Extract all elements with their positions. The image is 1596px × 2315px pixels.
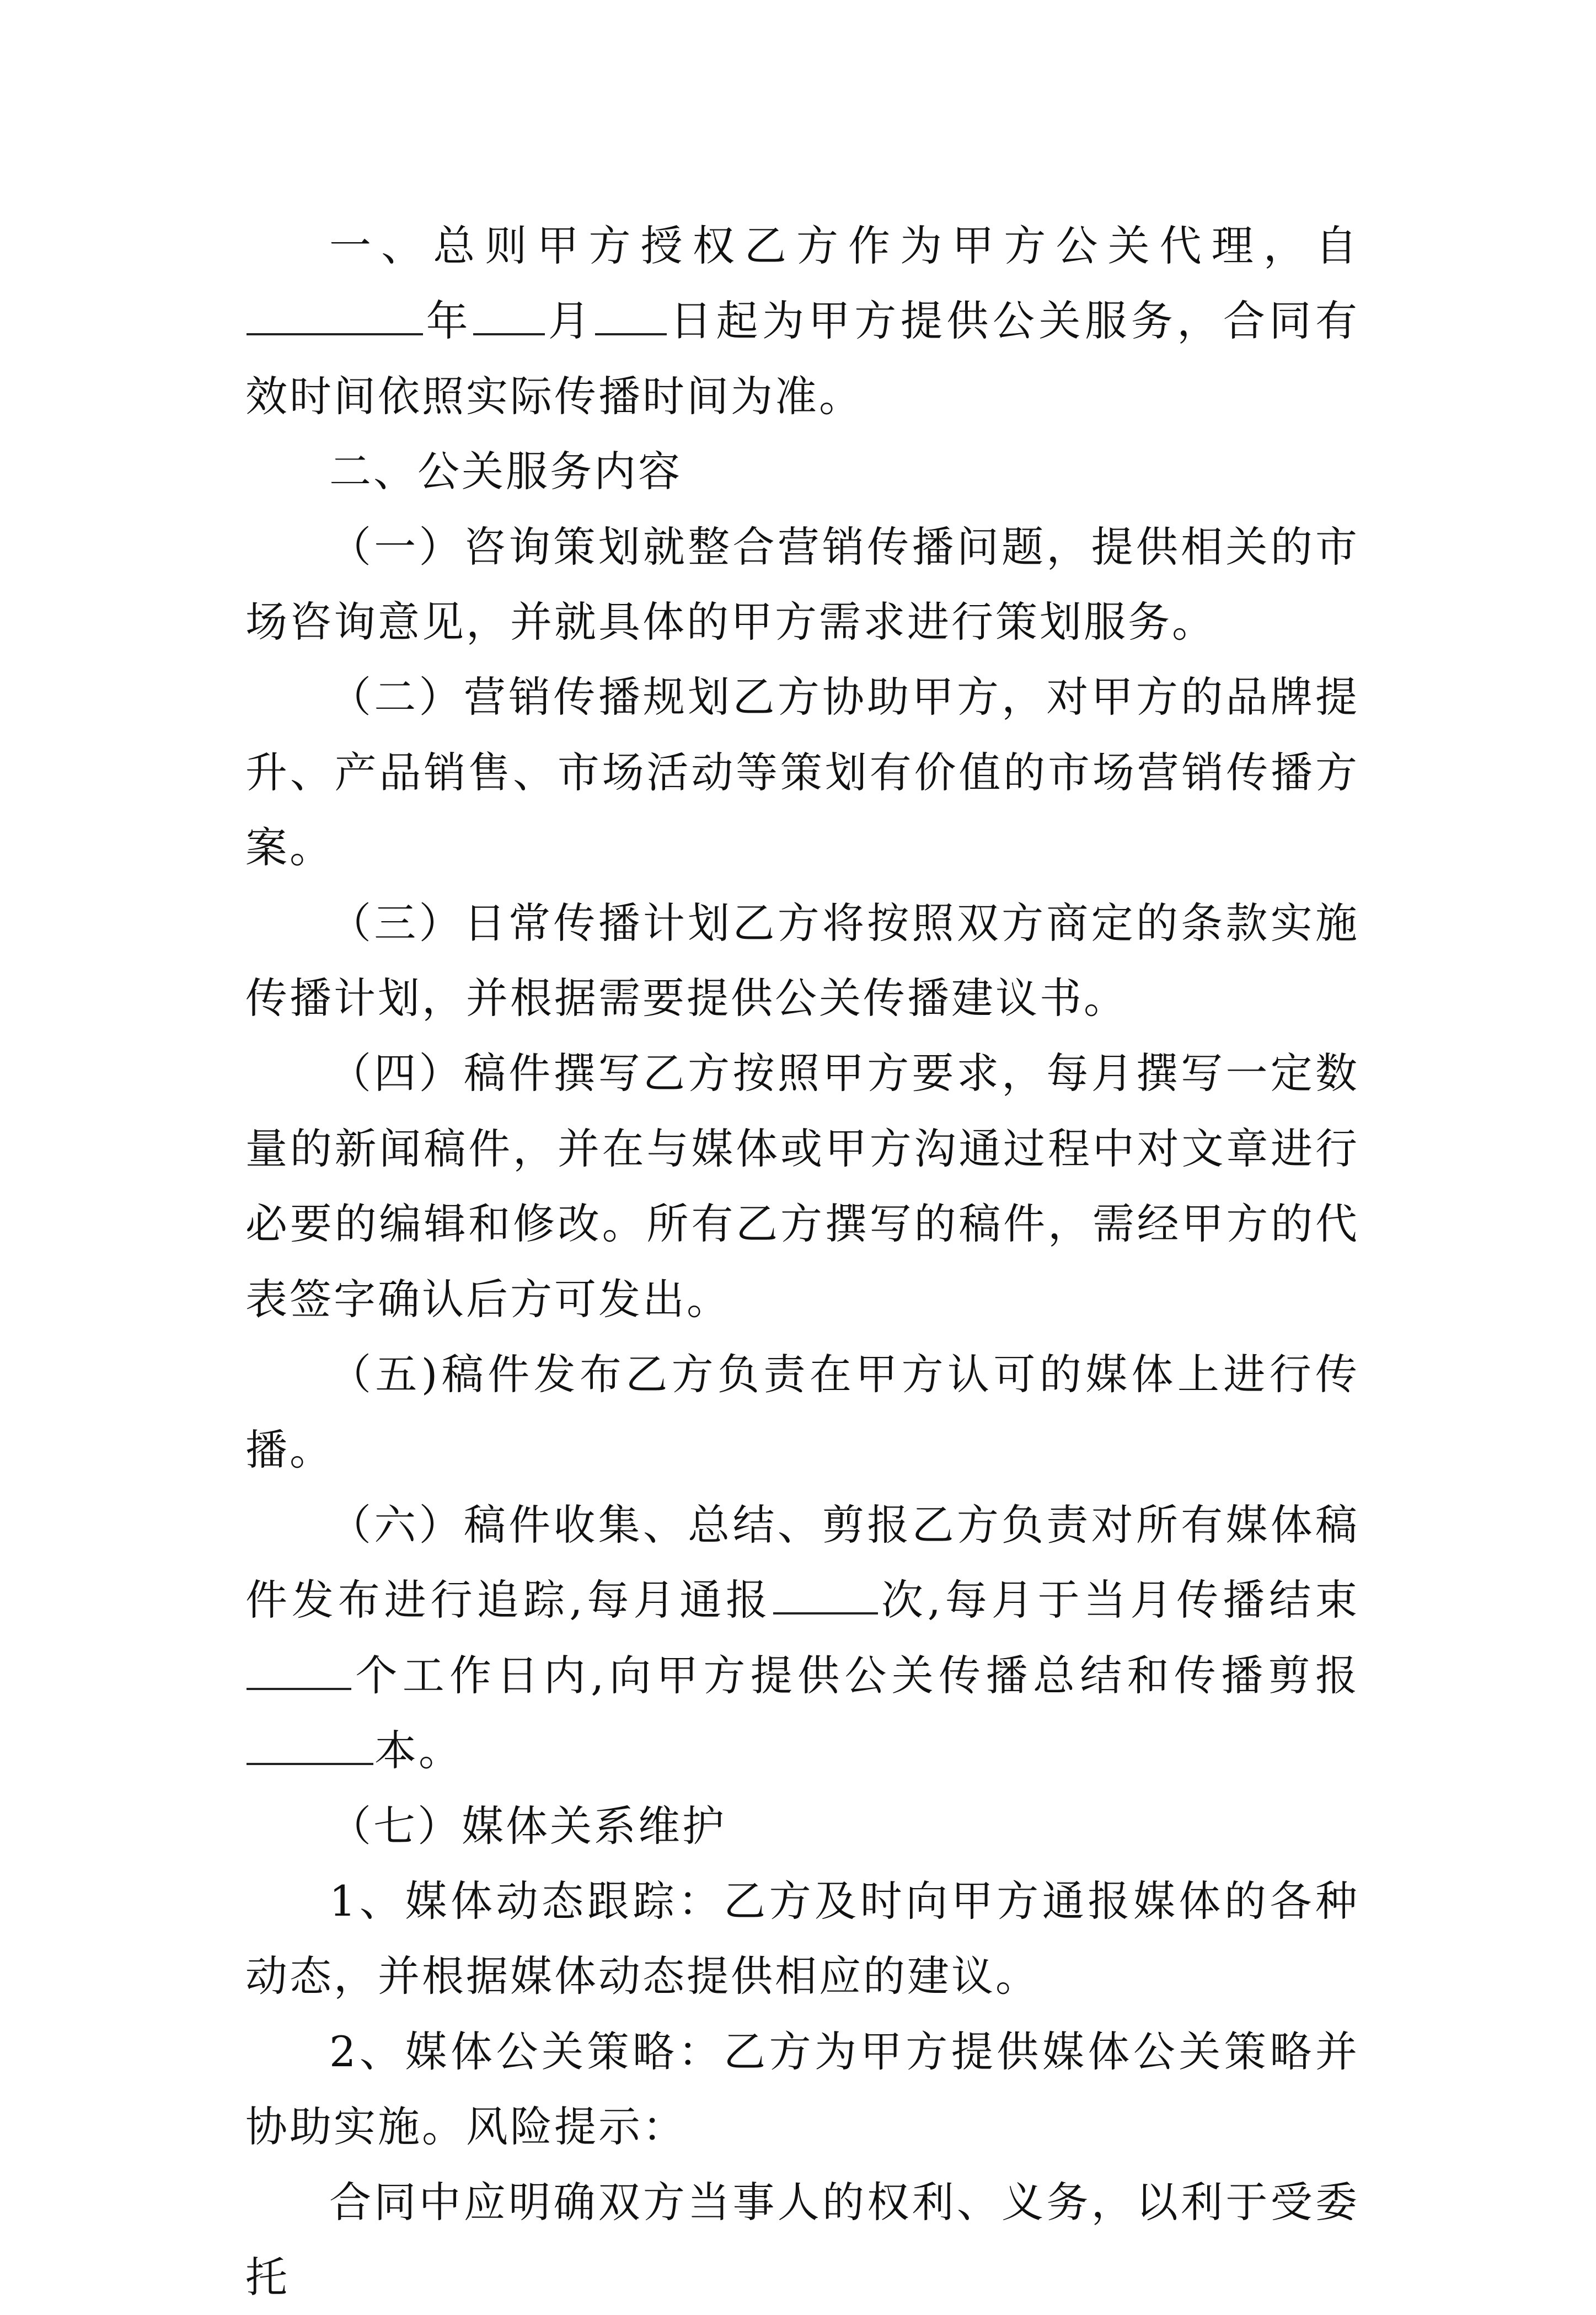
document-body [245, 208, 1359, 2315]
paragraph-marketing-plan: （二）营销传播规划乙方协助甲方，对甲方的品牌提升、产品销售、市场活动等策划有价值的市场营销传播方案。 [245, 672, 1359, 873]
blank-year-field [247, 291, 423, 335]
paragraph-text: 一、总则甲方授权乙方作为甲方公关代理，自 [329, 221, 1359, 270]
paragraph-daily-plan: （三）日常传播计划乙方将按照双方商定的条款实施传播计划，并根据需要提供公关传播建议书。 [245, 898, 1359, 1023]
paragraph-text: （六）稿件收集、总结、剪报乙方负责对所有媒体稿件发布进行追踪,每月通报 [245, 1500, 1359, 1625]
paragraph-text: 个工作日内,向甲方提供公关传播总结和传播剪报 [352, 1650, 1359, 1700]
paragraph-risk-note: 合同中应明确双方当事人的权利、义务，以利于受委托 [245, 2177, 1359, 2302]
section-heading-media-relations: （七）媒体关系维护 [329, 1801, 726, 1851]
paragraph-article-writing: （四）稿件撰写乙方按照甲方要求，每月撰写一定数量的新闻稿件，并在与媒体或甲方沟通过程中对文章进行必要的编辑和修改。所有乙方撰写的稿件，需经甲方的代表签字确认后方可发出。 [245, 1049, 1359, 1324]
paragraph-media-strategy: 2、媒体公关策略：乙方为甲方提供媒体公关策略并协助实施。风险提示： [245, 2027, 1359, 2152]
blank-clipping-copies [247, 1721, 373, 1765]
blank-workdays [247, 1646, 351, 1690]
paragraph-media-tracking: 1、媒体动态跟踪：乙方及时向甲方通报媒体的各种动态，并根据媒体动态提供相应的建议。 [245, 1876, 1359, 2001]
paragraph-text: 本。 [374, 1726, 463, 1776]
paragraph-text: 日起为甲方提供公关服务，合同有效时间依照实际传播时间为准。 [245, 296, 1360, 421]
paragraph-text: 月 [546, 296, 595, 346]
paragraph-text: 次,每月于当月传播结束 [879, 1575, 1359, 1625]
paragraph-text: 年 [424, 296, 473, 346]
paragraph-general-terms [245, 208, 1359, 434]
paragraph-article-publishing: （五)稿件发布乙方负责在甲方认可的媒体上进行传播。 [245, 1350, 1359, 1474]
blank-report-count [773, 1570, 878, 1614]
section-heading-services: 二、公关服务内容 [329, 447, 682, 496]
blank-day-field [595, 291, 667, 335]
blank-month-field [473, 291, 545, 335]
paragraph-clipping [245, 1488, 1359, 1789]
paragraph-consulting: （一）咨询策划就整合营销传播问题，提供相关的市场咨询意见，并就具体的甲方需求进行策划服务。 [245, 522, 1359, 647]
